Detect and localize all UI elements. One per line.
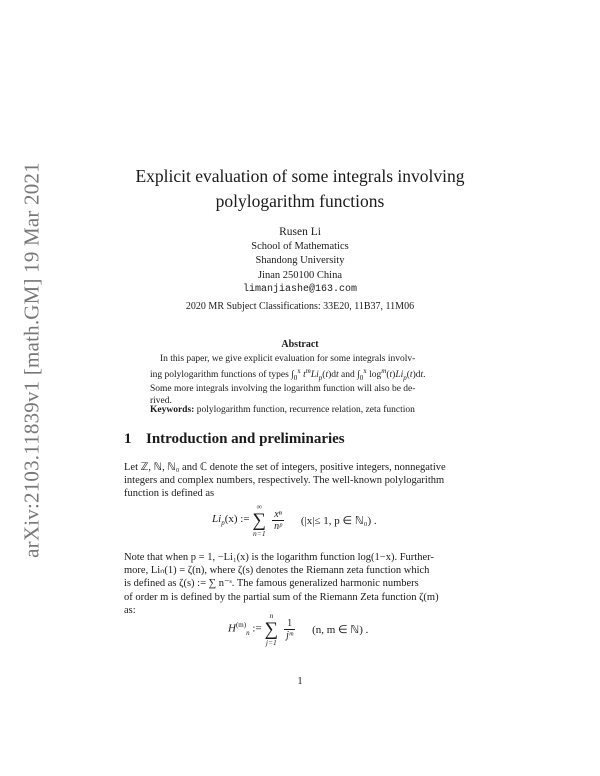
abstract-line-4: rived. — [150, 395, 172, 406]
eq2-fraction: $\frac{1}{\text{jᵐ}}$ — [286, 617, 294, 641]
polylog-definition-equation — [212, 503, 377, 537]
page-number: 1 — [297, 676, 303, 687]
author-name: Rusen Li — [279, 226, 321, 238]
paper-title — [120, 164, 480, 214]
summation-symbol: n ∑ j=1 — [264, 611, 279, 647]
title-line-2: polylogarithm functions — [215, 191, 385, 211]
abstract-line-2-text-b: and — [338, 369, 358, 380]
abstract-heading: Abstract — [281, 339, 319, 350]
author-block — [150, 225, 450, 297]
keywords-label: Keywords: — [150, 405, 195, 415]
msc-classifications: 2020 MR Subject Classifications: 33E20, 11B37, 11M06 — [185, 301, 415, 312]
affiliation-line-2: Shandong University — [255, 255, 345, 267]
para2-line-3: is defined as ζ(s) := ∑ n⁻ˢ. The famous generalized harmonic numbers — [124, 578, 419, 590]
section-heading — [124, 431, 345, 448]
affiliation-line-1: School of Mathematics — [251, 241, 349, 253]
eq2-condition: (n, m ∈ ℕ) . — [312, 623, 369, 636]
para2-line-4: of order m is defined by the partial sum of the Riemann Zeta function ζ(m) — [124, 591, 439, 603]
paragraph-1 — [124, 461, 476, 501]
arxiv-id: arXiv:2103.11839v1 [math.GM] 19 Mar 2021 — [19, 162, 44, 558]
eq1-condition: (|x|≤ 1, p ∈ ℕ₀) . — [300, 514, 377, 527]
author-email: limanjiashe@163.com — [242, 283, 358, 295]
eq2-lhs: $H^{(m)}_n$ := — [228, 621, 262, 637]
abstract-line-1: In this paper, we give explicit evaluation for some integrals involv- — [160, 354, 416, 364]
eq1-lhs: $Li_p(x)$ := — [212, 512, 250, 528]
address-line: Jinan 250100 China — [258, 269, 342, 281]
section-title: Introduction and preliminaries — [146, 431, 345, 447]
paragraph-2 — [124, 551, 476, 617]
para2-line-5: as: — [124, 604, 136, 616]
abstract-line-2-text-a: ing polylogarithm functions of types — [150, 369, 292, 380]
summation-symbol: ∞ ∑ n=1 — [252, 502, 267, 538]
title-line-1: Explicit evaluation of some integrals involving — [135, 166, 465, 186]
abstract-line-3: Some more integrals involving the logarithm function will also be de- — [150, 384, 416, 395]
abstract-line-2 — [150, 366, 450, 385]
arxiv-sidebar-stamp — [14, 160, 50, 560]
para1-line-1: Let ℤ, ℕ, ℕ₀ and ℂ denote the set of integers, positive integers, nonnegative — [124, 462, 446, 473]
integral-expression-2: $\int_0^x$ $\log^m(t)Li_p(t)dt$. — [357, 366, 426, 382]
keywords-text: polylogarithm function, recurrence relation, zeta function — [194, 405, 415, 415]
para2-line-2: more, Liₙ(1) = ζ(n), where ζ(s) denotes the Riemann zeta function which — [124, 565, 430, 577]
harmonic-number-equation — [228, 612, 368, 646]
abstract-body — [150, 354, 450, 407]
keywords-line — [150, 405, 460, 415]
integral-expression-1: $\int_0^x$ $t^mLi_p(t)dt$ — [291, 366, 339, 382]
para1-line-2: integers and complex numbers, respectively. The well-known polylogarithm — [124, 475, 445, 487]
eq1-fraction: $\frac{\text{xⁿ}}{\text{nᵖ}}$ — [274, 508, 282, 532]
para1-line-3: function is defined as — [124, 488, 215, 500]
para2-line-1: Note that when p = 1, −Li₁(x) is the logarithm function log(1−x). Further- — [124, 552, 434, 563]
section-number: 1 — [124, 431, 132, 447]
